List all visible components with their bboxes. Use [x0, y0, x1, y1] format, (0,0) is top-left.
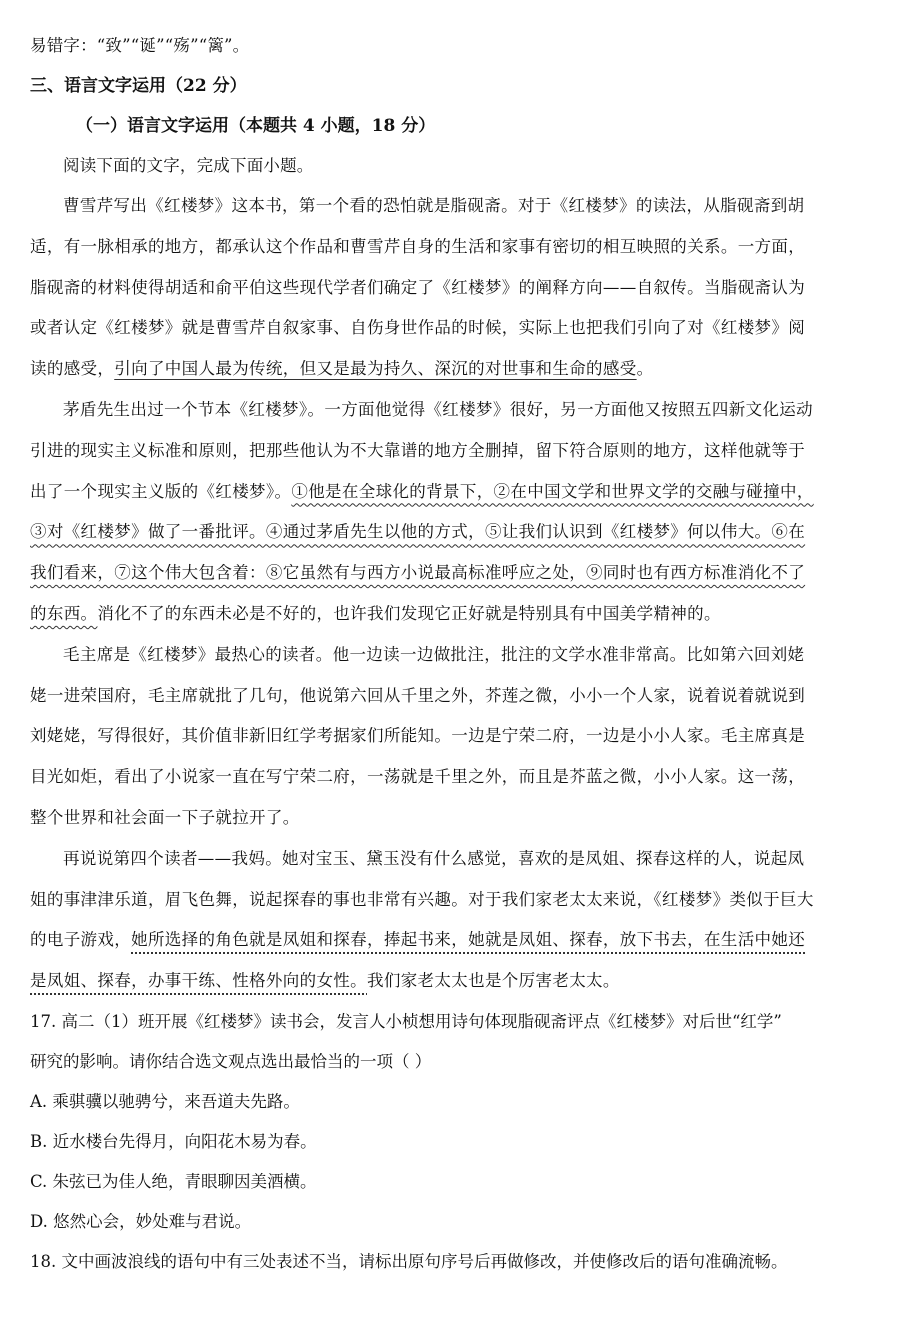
passage-line	[30, 512, 866, 553]
passage-text: 。	[636, 359, 654, 379]
question-stem: 研究的影响。请你结合选文观点选出最恰当的一项（ ）	[30, 1051, 432, 1071]
passage-paragraph-3	[30, 635, 866, 839]
option-d: D. 悠然心会，妙处难与君说。	[30, 1211, 252, 1231]
passage-paragraph-4	[30, 839, 866, 1002]
passage-line: 或者认定《红楼梦》就是曹雪芹自叙家事、自伤身世作品的时候，实际上也把我们引向了对《红楼梦》阅	[30, 318, 806, 338]
question-18: 18. 文中画波浪线的语句中有三处表述不当，请标出原句序号后再做修改，并使修改后的语句准确流畅。	[30, 1251, 788, 1271]
wavy-underlined-sentence: 我们看来，⑦这个伟大包含着：⑧它虽然有与西方小说最高标准呼应之处，⑨同时也有西方标准消化不了	[30, 563, 806, 583]
passage-line: 适，有一脉相承的地方，都承认这个作品和曹雪芹自身的生活和家事有密切的相互映照的关系。一方面，	[30, 236, 806, 256]
option-c: C. 朱弦已为佳人绝，青眼聊因美酒横。	[30, 1171, 317, 1191]
dotted-underlined-sentence: 是凤姐、探春，办事干练、性格外向的女性。	[30, 971, 367, 991]
subsection-heading: （一）语言文字运用（本题共 4 小题，18 分）	[76, 116, 436, 136]
passage-line	[30, 961, 866, 1002]
question-17	[30, 1002, 866, 1242]
error-prone-characters-line: 易错字：“致”“诞”“殇”“篱”。	[30, 36, 250, 55]
passage-line	[30, 920, 866, 961]
passage-paragraph-2	[30, 390, 866, 635]
dotted-underlined-sentence: 她所选择的角色就是凤姐和探春，捧起书来，她就是凤姐、探春，放下书去，在生活中她还	[131, 930, 806, 950]
passage-line	[30, 594, 866, 635]
passage-text: 出了一个现实主义版的《红楼梦》。	[30, 481, 292, 501]
passage-text: 消化不了的东西未必是不好的，也许我们发现它正好就是特别具有中国美学精神的。	[97, 603, 721, 623]
option-a: A. 乘骐骥以驰骋兮，来吾道夫先路。	[30, 1091, 300, 1111]
passage-text: 读的感受，	[30, 359, 115, 379]
passage-text: 我们家老太太也是个厉害老太太。	[367, 971, 620, 991]
passage-line: 整个世界和社会面一下子就拉开了。	[30, 807, 300, 827]
passage-line: 脂砚斋的材料使得胡适和俞平伯这些现代学者们确定了《红楼梦》的阐释方向——自叙传。当脂砚斋认为	[30, 277, 806, 297]
underlined-sentence: 引向了中国人最为传统，但又是最为持久、深沉的对世事和生命的感受	[114, 359, 637, 379]
wavy-underlined-sentence: ③对《红楼梦》做了一番批评。④通过茅盾先生以他的方式，⑤让我们认识到《红楼梦》何以伟大。⑥在	[30, 522, 806, 542]
passage-text: 的电子游戏，	[30, 930, 132, 950]
passage-line: 姐的事津津乐道，眉飞色舞，说起探春的事也非常有兴趣。对于我们家老太太来说，《红楼梦》类似于巨大	[30, 889, 814, 909]
passage-line	[30, 472, 866, 513]
wavy-underlined-sentence: ①他是在全球化的背景下，②在中国文学和世界文学的交融与碰撞中，	[291, 481, 814, 501]
passage-line: 姥一进荣国府，毛主席就批了几句，他说第六回从千里之外，芥莲之微，小小一个人家，说着说着就说到	[30, 685, 806, 705]
wavy-underlined-sentence: 的东西。	[30, 603, 98, 623]
passage-paragraph-1	[30, 186, 866, 390]
passage-line: 毛主席是《红楼梦》最热心的读者。他一边读一边做批注，批注的文学水准非常高。比如第六回刘姥	[63, 644, 805, 664]
passage-line: 引进的现实主义标准和原则，把那些他认为不大靠谱的地方全删掉，留下符合原则的地方，这样他就等于	[30, 440, 806, 460]
option-b: B. 近水楼台先得月，向阳花木易为春。	[30, 1131, 317, 1151]
section-heading: 三、语言文字运用（22 分）	[30, 76, 247, 96]
question-stem: 17. 高二（1）班开展《红楼梦》读书会，发言人小桢想用诗句体现脂砚斋评点《红楼梦》对后世“红学”	[30, 1011, 782, 1031]
passage-line: 曹雪芹写出《红楼梦》这本书，第一个看的恐怕就是脂砚斋。对于《红楼梦》的读法，从脂砚斋到胡	[63, 196, 805, 215]
passage-line: 再说说第四个读者——我妈。她对宝玉、黛玉没有什么感觉，喜欢的是凤姐、探春这样的人，说起凤	[63, 848, 805, 868]
passage-line: 茅盾先生出过一个节本《红楼梦》。一方面他觉得《红楼梦》很好，另一方面他又按照五四新文化运动	[63, 399, 813, 419]
passage-line: 目光如炬，看出了小说家一直在写宁荣二府，一荡就是千里之外，而且是芥蓝之微，小小人家。这一荡，	[30, 767, 806, 787]
passage-line: 刘姥姥，写得很好，其价值非新旧红学考据家们所能知。一边是宁荣二府，一边是小小人家。毛主席真是	[30, 726, 806, 746]
passage-line	[30, 349, 866, 390]
passage-line	[30, 553, 866, 594]
reading-instruction: 阅读下面的文字，完成下面小题。	[63, 156, 314, 175]
